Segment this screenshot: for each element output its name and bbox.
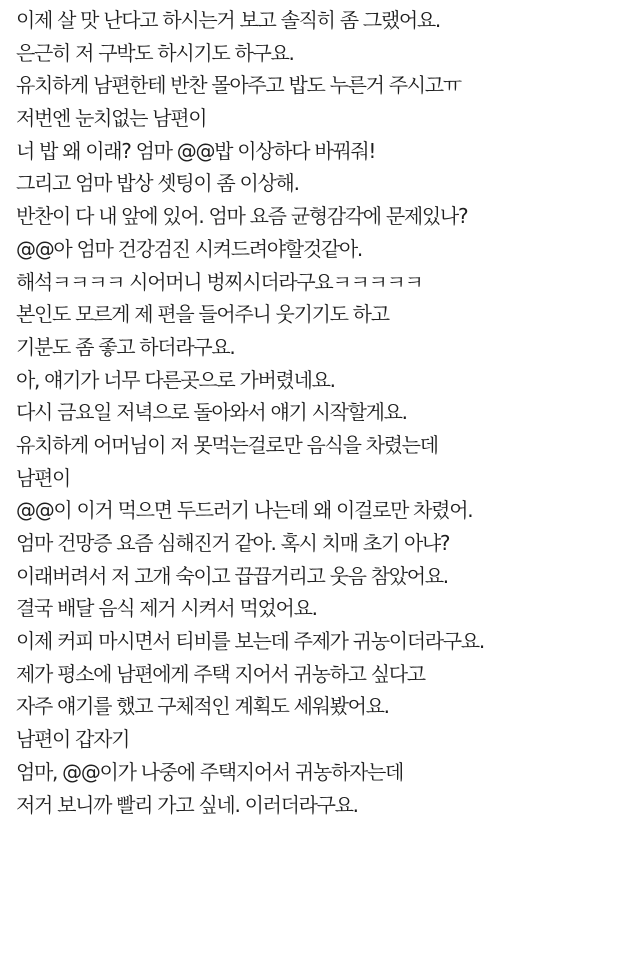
text-line: 이제 살 맛 난다고 하시는거 보고 솔직히 좀 그랬어요. bbox=[16, 8, 440, 32]
text-line: 그리고 엄마 밥상 셋팅이 좀 이상해. bbox=[16, 171, 299, 196]
text-line: 반찬이 다 내 앞에 있어. 엄마 요즘 균형감각에 문제있나? bbox=[16, 204, 468, 229]
text-line: 이제 커피 마시면서 티비를 보는데 주제가 귀농이더라구요. bbox=[16, 629, 484, 654]
text-line: 엄마 건망증 요즘 심해진거 같아. 혹시 치매 초기 아냐? bbox=[16, 531, 450, 555]
text-line: 남편이 bbox=[16, 465, 71, 490]
text-line: 본인도 모르게 제 편을 들어주니 웃기기도 하고 bbox=[16, 302, 389, 327]
text-line: 자주 얘기를 했고 구체적인 계획도 세워봤어요. bbox=[16, 694, 389, 719]
text-line: 유치하게 어머님이 저 못먹는걸로만 음식을 차렸는데 bbox=[16, 432, 438, 457]
text-line: 이래버려서 저 고개 숙이고 끕끕거리고 웃음 참았어요. bbox=[16, 563, 448, 588]
text-line: 유치하게 남편한테 반찬 몰아주고 밥도 누른거 주시고ㅠ bbox=[16, 73, 461, 98]
text-line: 제가 평소에 남편에게 주택 지어서 귀농하고 싶다고 bbox=[16, 661, 425, 686]
text-line: 남편이 갑자기 bbox=[16, 727, 130, 752]
text-line: 결국 배달 음식 제거 시켜서 먹었어요. bbox=[16, 596, 317, 621]
text-line: 저번엔 눈치없는 남편이 bbox=[16, 106, 207, 131]
text-line: 저거 보니까 빨리 가고 싶네. 이러더라구요. bbox=[16, 792, 358, 817]
text-lines bbox=[16, 4, 626, 821]
text-line: @@이 이거 먹으면 두드러기 나는데 왜 이걸로만 차렸어. bbox=[16, 498, 473, 523]
text-line: 기분도 좀 좋고 하더라구요. bbox=[16, 334, 235, 359]
text-line: 아, 얘기가 너무 다른곳으로 가버렸네요. bbox=[16, 367, 335, 392]
text-line: @@아 엄마 건강검진 시켜드려야할것같아. bbox=[16, 236, 362, 261]
text-line: 다시 금요일 저녁으로 돌아와서 얘기 시작할게요. bbox=[16, 400, 407, 425]
text-line: 은근히 저 구박도 하시기도 하구요. bbox=[16, 40, 294, 65]
text-line: 너 밥 왜 이래? 엄마 @@밥 이상하다 바꿔줘! bbox=[16, 138, 376, 163]
text-line: 해석ㅋㅋㅋㅋ 시어머니 벙찌시더라구요ㅋㅋㅋㅋㅋ bbox=[16, 269, 423, 294]
text-line: 엄마, @@이가 나중에 주택지어서 귀농하자는데 bbox=[16, 759, 404, 784]
